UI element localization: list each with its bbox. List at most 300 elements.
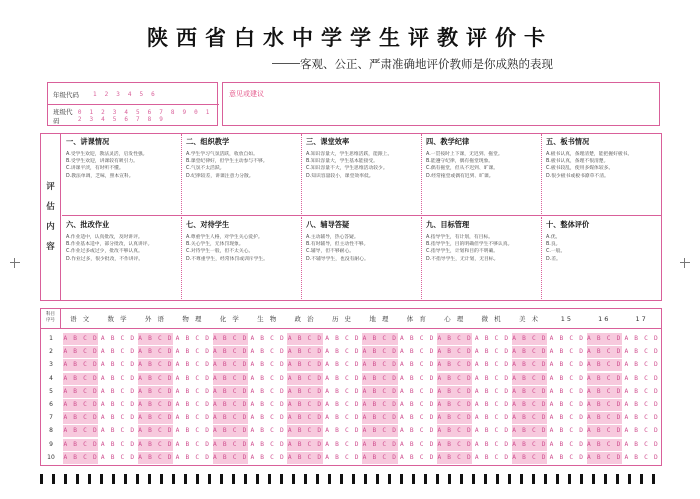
answer-bubbles[interactable]: A B C D <box>213 399 248 411</box>
timing-bar <box>292 474 295 484</box>
timing-bar <box>532 474 535 484</box>
registration-mark <box>10 258 20 268</box>
row-number: 8 <box>49 427 53 435</box>
answer-bubbles[interactable]: A B C D <box>250 414 285 422</box>
answer-bubbles[interactable]: A B C D <box>400 414 435 422</box>
criterion-title: 一、讲课情况 <box>66 137 110 146</box>
answer-bubbles[interactable]: A B C D <box>587 373 622 385</box>
answer-bubbles[interactable]: A B C D <box>624 427 659 435</box>
answer-bubbles[interactable]: A B C D <box>400 387 435 395</box>
criterion-option: A.学生学习气氛活跃，收放自如。 <box>186 152 258 157</box>
opinion-box[interactable] <box>222 82 660 126</box>
criterion-title: 五、板书情况 <box>546 137 590 146</box>
answer-bubbles[interactable]: A B C D <box>362 399 397 411</box>
answer-bubbles[interactable]: A B C D <box>437 425 472 437</box>
answer-bubbles[interactable]: A B C D <box>512 333 547 345</box>
timing-bar <box>208 474 211 484</box>
timing-bar <box>184 474 187 484</box>
answer-bubbles[interactable]: A B C D <box>287 399 322 411</box>
answer-bubbles[interactable]: A B C D <box>175 453 211 461</box>
timing-bar <box>304 474 307 484</box>
grid-corner-label: 科目 序号 <box>41 309 61 329</box>
answer-bubbles[interactable]: A B C D <box>437 386 472 398</box>
answer-bubbles[interactable]: A B C D <box>362 346 397 358</box>
criterion-option: A.一贯按时上下课，无迟到、拖堂。 <box>426 152 503 157</box>
class-code-bubbles[interactable]: 0 1 2 3 4 5 6 7 8 9 0 1 2 3 4 5 6 7 8 9 <box>77 108 212 123</box>
criterion-option: C.板书较乱，使用多媒体较多。 <box>546 166 614 172</box>
answer-bubbles[interactable]: A B C D <box>325 401 360 408</box>
criterion-option: C.讲课平淡，有时听不懂。 <box>66 166 124 172</box>
answer-bubbles[interactable]: A B C D <box>512 425 547 437</box>
timing-bar <box>592 474 595 484</box>
answer-bubbles[interactable]: A B C D <box>437 333 472 345</box>
answer-bubbles[interactable]: A B C D <box>400 361 435 369</box>
criterion-title: 十、整体评价 <box>546 220 590 229</box>
answer-bubbles[interactable]: A B C D <box>512 359 547 371</box>
timing-bar <box>316 474 319 484</box>
timing-bar <box>580 474 583 484</box>
answer-bubbles[interactable]: A B C D <box>549 453 585 461</box>
answer-bubbles[interactable]: A B C D <box>437 452 472 464</box>
answer-bubbles[interactable]: A B C D <box>325 387 360 395</box>
answer-bubbles[interactable]: A B C D <box>512 439 547 451</box>
subject-header: 生 物 <box>257 315 279 323</box>
criterion-option: C.知识容量不大，学生思维活动较少。 <box>306 166 388 172</box>
answer-bubbles[interactable]: A B C D <box>437 439 472 451</box>
answer-bubbles[interactable]: A B C D <box>287 452 322 464</box>
criterion-option: B.良。 <box>546 242 561 248</box>
answer-bubbles[interactable]: A B C D <box>474 401 510 408</box>
criterion-cell <box>542 134 662 216</box>
timing-bar <box>220 474 223 484</box>
subject-header: 物 理 <box>182 315 204 323</box>
grade-code-bubbles[interactable]: 1 2 3 4 5 6 <box>93 90 157 98</box>
answer-bubbles[interactable]: A B C D <box>138 386 173 398</box>
answer-bubbles[interactable]: A B C D <box>512 399 547 411</box>
answer-bubbles[interactable]: A B C D <box>138 412 173 424</box>
timing-bar <box>604 474 607 484</box>
answer-bubbles[interactable]: A B C D <box>100 374 136 382</box>
answer-bubbles[interactable]: A B C D <box>325 414 360 422</box>
timing-bar <box>520 474 523 484</box>
subject-header: 16 <box>598 315 611 323</box>
answer-bubbles[interactable]: A B C D <box>512 373 547 385</box>
timing-bar <box>136 474 139 484</box>
criterion-option: A.主动辅导，热心答疑。 <box>306 235 359 240</box>
criterion-option: D.纪律较差，讲课注意力分散。 <box>186 173 254 179</box>
timing-bar <box>40 474 43 484</box>
answer-bubbles[interactable]: A B C D <box>587 439 622 451</box>
timing-bar <box>124 474 127 484</box>
answer-bubbles[interactable]: A B C D <box>287 386 322 398</box>
answer-bubbles[interactable]: A B C D <box>400 453 435 461</box>
answer-bubbles[interactable]: A B C D <box>362 373 397 385</box>
timing-bar <box>100 474 103 484</box>
timing-bar <box>328 474 331 484</box>
criterion-title: 七、对待学生 <box>186 220 230 229</box>
answer-bubbles[interactable]: A B C D <box>474 361 510 369</box>
answer-bubbles[interactable]: A B C D <box>325 361 360 369</box>
answer-bubbles[interactable]: A B C D <box>474 335 510 342</box>
card-title: 陕西省白水中学学生评教评价卡 <box>147 25 553 50</box>
timing-bar <box>424 474 427 484</box>
answer-bubbles[interactable]: A B C D <box>587 359 622 371</box>
answer-bubbles[interactable]: A B C D <box>287 359 322 371</box>
answer-bubbles[interactable]: A B C D <box>100 427 136 435</box>
answer-bubbles[interactable]: A B C D <box>437 359 472 371</box>
subject-header-row <box>41 309 661 329</box>
criterion-option: B.受学生欢迎，讲课较有吸引力。 <box>66 159 138 165</box>
answer-bubbles[interactable]: A B C D <box>624 453 659 461</box>
criterion-title: 二、组织教学 <box>186 137 230 146</box>
subject-header: 15 <box>560 315 574 323</box>
timing-bar <box>196 474 199 484</box>
timing-bar <box>400 474 403 484</box>
answer-bubbles[interactable]: A B C D <box>362 425 397 437</box>
row-number: 7 <box>49 414 53 422</box>
row-number: 2 <box>49 348 53 356</box>
answer-bubbles[interactable]: A B C D <box>250 440 285 448</box>
row-number: 5 <box>49 387 53 395</box>
timing-bar <box>256 474 259 484</box>
answer-bubbles[interactable]: A B C D <box>362 412 397 424</box>
answer-bubbles[interactable]: A B C D <box>175 361 211 369</box>
timing-bar <box>76 474 79 484</box>
answer-bubbles[interactable]: A B C D <box>549 440 585 448</box>
answer-bubbles[interactable]: A B C D <box>437 399 472 411</box>
answer-bubbles[interactable]: A B C D <box>549 335 585 342</box>
answer-bubbles[interactable]: A B C D <box>325 440 360 448</box>
criterion-title: 八、辅导答疑 <box>306 220 350 229</box>
answer-bubbles[interactable]: A B C D <box>250 427 285 435</box>
answer-bubbles[interactable]: A B C D <box>287 412 322 424</box>
timing-bar <box>52 474 55 484</box>
answer-bubbles[interactable]: A B C D <box>213 412 248 424</box>
timing-bar <box>628 474 631 484</box>
answer-bubbles[interactable]: A B C D <box>400 427 435 435</box>
timing-bar <box>460 474 463 484</box>
answer-bubbles[interactable]: A B C D <box>63 359 98 371</box>
answer-bubbles[interactable]: A B C D <box>549 387 585 395</box>
answer-bubbles[interactable]: A B C D <box>213 425 248 437</box>
criterion-option: C.气氛不太活跃。 <box>186 166 225 172</box>
subject-header: 历 史 <box>331 315 354 323</box>
answer-bubbles[interactable]: A B C D <box>175 427 211 435</box>
criterion-option: C.对待学生一般，但不太关心。 <box>186 249 254 255</box>
answer-bubbles[interactable]: A B C D <box>175 414 211 422</box>
criterion-cell <box>302 217 422 299</box>
answer-bubbles[interactable]: A B C D <box>213 359 248 371</box>
timing-bar <box>544 474 547 484</box>
answer-bubbles[interactable]: A B C D <box>175 335 211 342</box>
criterion-option: B.板书认真，条理不很清楚。 <box>546 159 609 165</box>
timing-bar <box>652 474 655 484</box>
answer-bubbles[interactable]: A B C D <box>587 412 622 424</box>
row-number: 10 <box>47 453 55 461</box>
side-label-char: 容 <box>46 242 55 252</box>
answer-bubbles[interactable]: A B C D <box>138 373 173 385</box>
row-number: 1 <box>49 335 53 342</box>
answer-bubbles[interactable]: A B C D <box>138 399 173 411</box>
timing-bar <box>388 474 391 484</box>
answer-bubbles[interactable]: A B C D <box>63 333 98 345</box>
timing-bar <box>508 474 511 484</box>
criterion-option: B.关心学生，无体罚现象。 <box>186 242 244 248</box>
answer-bubbles[interactable]: A B C D <box>250 387 285 395</box>
answer-bubbles[interactable]: A B C D <box>325 427 360 435</box>
criterion-option: D.不指导学生，无计划，无目标。 <box>426 256 499 262</box>
answer-bubbles[interactable]: A B C D <box>474 414 510 422</box>
criterion-option: A.作业适中，认真批改，及时讲评。 <box>66 235 143 240</box>
answer-bubbles[interactable]: A B C D <box>138 359 173 371</box>
answer-bubbles[interactable]: A B C D <box>100 387 136 395</box>
criterion-cell <box>182 134 302 216</box>
answer-bubbles[interactable]: A B C D <box>400 348 435 356</box>
opinion-label: 意见或建议 <box>229 90 264 98</box>
answer-bubbles[interactable]: A B C D <box>549 401 585 408</box>
answer-bubbles[interactable]: A B C D <box>138 452 173 464</box>
timing-bar <box>640 474 643 484</box>
answer-bubbles[interactable]: A B C D <box>63 373 98 385</box>
answer-bubbles[interactable]: A B C D <box>624 401 659 408</box>
subject-header: 语 文 <box>70 315 92 323</box>
answer-bubbles[interactable]: A B C D <box>587 452 622 464</box>
criterion-option: B.知识容量大，学生基本能接受。 <box>306 159 378 165</box>
answer-bubbles[interactable]: A B C D <box>624 414 659 422</box>
answer-bubbles[interactable]: A B C D <box>325 374 360 382</box>
answer-bubbles[interactable]: A B C D <box>325 335 360 342</box>
subject-header: 地 理 <box>369 315 391 323</box>
grade-code-label: 年级代码 <box>53 90 79 99</box>
answer-bubbles[interactable]: A B C D <box>474 440 510 448</box>
answer-bubbles[interactable]: A B C D <box>474 348 510 356</box>
answer-bubbles[interactable]: A B C D <box>138 439 173 451</box>
answer-bubbles[interactable]: A B C D <box>624 335 659 342</box>
answer-bubbles[interactable]: A B C D <box>138 333 173 345</box>
timing-bar <box>616 474 619 484</box>
criterion-cell <box>422 134 542 216</box>
timing-bar <box>484 474 487 484</box>
side-label-char: 估 <box>46 202 55 212</box>
subject-header: 数 学 <box>107 315 129 323</box>
answer-bubbles[interactable]: A B C D <box>362 386 397 398</box>
answer-bubbles[interactable]: A B C D <box>474 453 510 461</box>
answer-grid <box>40 308 662 466</box>
answer-bubbles[interactable]: A B C D <box>175 440 211 448</box>
answer-bubbles[interactable]: A B C D <box>400 335 435 342</box>
timing-bar <box>496 474 499 484</box>
row-number: 9 <box>49 440 53 448</box>
answer-bubbles[interactable]: A B C D <box>100 361 136 369</box>
answer-bubbles[interactable]: A B C D <box>100 348 136 356</box>
answer-bubbles[interactable]: A B C D <box>63 425 98 437</box>
answer-bubbles[interactable]: A B C D <box>287 346 322 358</box>
answer-bubbles[interactable]: A B C D <box>587 346 622 358</box>
row-number: 3 <box>49 361 53 369</box>
answer-bubbles[interactable]: A B C D <box>474 374 510 382</box>
answer-bubbles[interactable]: A B C D <box>437 412 472 424</box>
answer-bubbles[interactable]: A B C D <box>437 373 472 385</box>
answer-bubbles[interactable]: A B C D <box>400 440 435 448</box>
answer-bubbles[interactable]: A B C D <box>213 386 248 398</box>
subject-header: 化 学 <box>219 315 241 323</box>
answer-bubbles[interactable]: A B C D <box>287 333 322 345</box>
answer-bubbles[interactable]: A B C D <box>362 359 397 371</box>
answer-bubbles[interactable]: A B C D <box>512 452 547 464</box>
answer-bubbles[interactable]: A B C D <box>400 374 435 382</box>
answer-bubbles[interactable]: A B C D <box>63 412 98 424</box>
criterion-option: D.很少板书或板书潦草不清。 <box>546 173 609 179</box>
evaluation-section <box>40 133 662 301</box>
timing-bar <box>376 474 379 484</box>
answer-bubbles[interactable]: A B C D <box>587 333 622 345</box>
criterion-option: D.教法单调，乏味，照本宣科。 <box>66 173 134 179</box>
answer-bubbles[interactable]: A B C D <box>624 374 659 382</box>
card-subtitle: 客观、公正、严肃准确地评价教师是你成熟的表现 <box>300 57 553 71</box>
answer-bubbles[interactable]: A B C D <box>512 346 547 358</box>
timing-bar <box>232 474 235 484</box>
answer-bubbles[interactable]: A B C D <box>250 453 285 461</box>
answer-bubbles[interactable]: A B C D <box>512 386 547 398</box>
criterion-option: B.作业基本适中，部分批改，认真讲评。 <box>66 242 153 248</box>
answer-bubbles[interactable]: A B C D <box>287 373 322 385</box>
answer-bubbles[interactable]: A B C D <box>549 414 585 422</box>
answer-bubbles[interactable]: A B C D <box>250 374 285 382</box>
criterion-cell <box>422 217 542 299</box>
code-box <box>47 82 218 126</box>
answer-bubbles[interactable]: A B C D <box>624 348 659 356</box>
answer-bubbles[interactable]: A B C D <box>250 335 285 342</box>
answer-bubbles[interactable]: A B C D <box>512 412 547 424</box>
answer-bubbles[interactable]: A B C D <box>213 333 248 345</box>
criterion-title: 九、目标管理 <box>426 220 470 229</box>
subject-header: 微 机 <box>481 315 503 323</box>
answer-bubbles[interactable]: A B C D <box>100 440 136 448</box>
answer-bubbles[interactable]: A B C D <box>587 399 622 411</box>
answer-bubbles[interactable]: A B C D <box>587 386 622 398</box>
answer-bubbles[interactable]: A B C D <box>325 348 360 356</box>
timing-bar <box>568 474 571 484</box>
criterion-option: B.课堂纪律好，但学生主动参与不够。 <box>186 159 268 165</box>
side-label-char: 内 <box>46 222 55 232</box>
answer-bubbles[interactable]: A B C D <box>213 346 248 358</box>
criterion-cell <box>182 217 302 299</box>
answer-bubbles[interactable]: A B C D <box>624 361 659 369</box>
grade-code-row <box>48 84 219 105</box>
answer-bubbles[interactable]: A B C D <box>100 453 136 461</box>
answer-bubbles[interactable]: A B C D <box>250 401 285 408</box>
answer-bubbles[interactable]: A B C D <box>362 452 397 464</box>
answer-bubbles[interactable]: A B C D <box>474 427 510 435</box>
criterion-option: A.受学生欢迎，教法灵活，启发性强。 <box>66 152 148 157</box>
criterion-option: D.作业过多，很少批改，不作讲评。 <box>66 256 144 262</box>
answer-bubbles[interactable]: A B C D <box>175 348 211 356</box>
subject-header: 外 语 <box>144 315 167 323</box>
criterion-option: D.差。 <box>546 256 561 262</box>
answer-bubbles[interactable]: A B C D <box>175 374 211 382</box>
criterion-option: B.指导学生，目的明确但学生不够认真。 <box>426 242 513 248</box>
answer-bubbles[interactable]: A B C D <box>213 373 248 385</box>
answer-bubbles[interactable]: A B C D <box>100 401 136 408</box>
criterion-cell <box>62 217 182 299</box>
answer-bubbles[interactable]: A B C D <box>63 346 98 358</box>
answer-bubbles[interactable]: A B C D <box>362 439 397 451</box>
answer-bubbles[interactable]: A B C D <box>400 401 435 408</box>
criterion-cell <box>542 217 662 299</box>
criterion-option: C.作业过多或过少，批改不够认真。 <box>66 249 143 255</box>
side-label <box>41 134 61 300</box>
subtitle-rule <box>272 63 300 64</box>
answer-bubbles[interactable]: A B C D <box>549 348 585 356</box>
answer-bubbles[interactable]: A B C D <box>549 361 585 369</box>
criterion-option: D.知识容量较小，课堂效率低。 <box>306 173 374 179</box>
side-label-char: 评 <box>46 182 55 192</box>
answer-bubbles[interactable]: A B C D <box>437 346 472 358</box>
answer-bubbles[interactable]: A B C D <box>100 335 136 342</box>
answer-bubbles[interactable]: A B C D <box>250 348 285 356</box>
timing-bar <box>412 474 415 484</box>
criterion-title: 四、教学纪律 <box>426 137 470 146</box>
answer-bubbles[interactable]: A B C D <box>587 425 622 437</box>
answer-bubbles[interactable]: A B C D <box>325 453 360 461</box>
criterion-title: 三、课堂效率 <box>306 137 350 146</box>
answer-bubbles[interactable]: A B C D <box>138 425 173 437</box>
answer-bubbles[interactable]: A B C D <box>63 386 98 398</box>
answer-bubbles[interactable]: A B C D <box>287 425 322 437</box>
registration-mark <box>680 258 690 268</box>
answer-bubbles[interactable]: A B C D <box>287 439 322 451</box>
criterion-option: C.一般。 <box>546 249 566 255</box>
answer-bubbles[interactable]: A B C D <box>63 452 98 464</box>
answer-bubbles[interactable]: A B C D <box>250 361 285 369</box>
timing-bar <box>112 474 115 484</box>
timing-bar <box>280 474 283 484</box>
answer-bubbles[interactable]: A B C D <box>213 439 248 451</box>
subject-header: 体 育 <box>406 315 428 323</box>
answer-bubbles[interactable]: A B C D <box>549 374 585 382</box>
criterion-option: C.偶有拖堂，但从不迟到、旷课。 <box>426 166 499 172</box>
answer-bubbles[interactable]: A B C D <box>624 440 659 448</box>
answer-bubbles[interactable]: A B C D <box>474 387 510 395</box>
timing-bar <box>64 474 67 484</box>
class-code-row <box>48 105 219 126</box>
answer-bubbles[interactable]: A B C D <box>138 346 173 358</box>
row-number: 4 <box>49 374 53 382</box>
answer-bubbles[interactable]: A B C D <box>63 439 98 451</box>
criterion-option: D.不尊重学生，经常体罚或训斥学生。 <box>186 256 268 262</box>
subject-header: 心 理 <box>444 315 466 323</box>
timing-bar <box>172 474 175 484</box>
timing-bar <box>352 474 355 484</box>
criterion-option: C.辅导，但不够耐心。 <box>306 249 355 255</box>
answer-bubbles[interactable]: A B C D <box>624 387 659 395</box>
answer-bubbles[interactable]: A B C D <box>63 399 98 411</box>
criterion-option: D.不辅导学生，也没有耐心。 <box>306 256 369 262</box>
answer-bubbles[interactable]: A B C D <box>213 452 248 464</box>
answer-bubbles[interactable]: A B C D <box>175 401 211 408</box>
criterion-option: B.能遵守纪律，偶有拖堂现象。 <box>426 159 494 165</box>
timing-bar <box>556 474 559 484</box>
timing-bar <box>268 474 271 484</box>
timing-bar <box>472 474 475 484</box>
criterion-option: A.知识容量大，学生思维活跃，能跟上。 <box>306 152 393 157</box>
answer-bubbles[interactable]: A B C D <box>362 333 397 345</box>
answer-bubbles[interactable]: A B C D <box>175 387 211 395</box>
answer-bubbles[interactable]: A B C D <box>549 427 585 435</box>
timing-bar <box>160 474 163 484</box>
answer-bubbles[interactable]: A B C D <box>100 414 136 422</box>
criterion-option: D.经常拖堂或偶有迟到、旷课。 <box>426 173 494 179</box>
